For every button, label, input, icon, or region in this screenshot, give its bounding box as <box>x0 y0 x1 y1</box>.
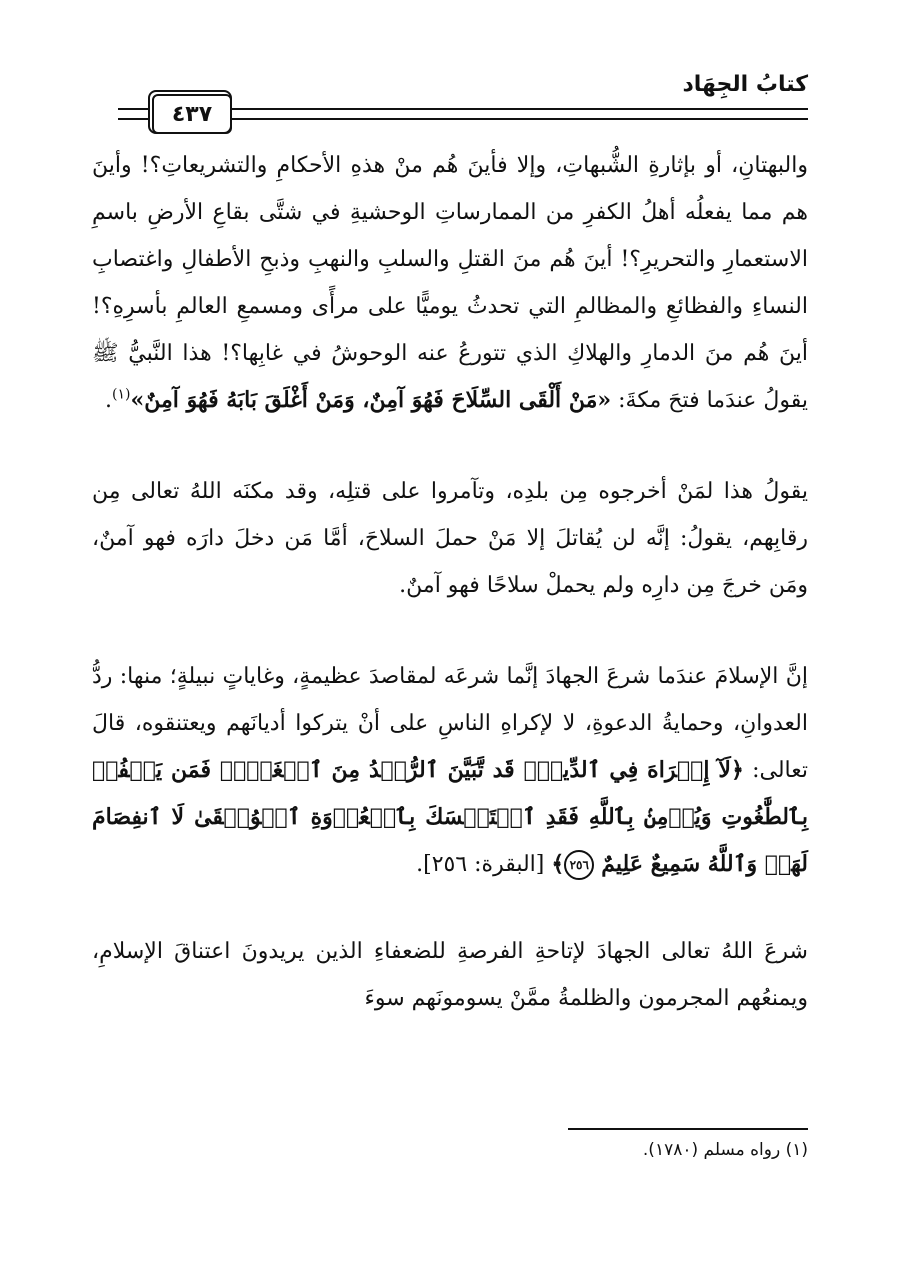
hadith-quote: «مَنْ أَلْقَى السِّلَاحَ فَهُوَ آمِنٌ، وَمَنْ أَغْلَقَ بَابَهُ فَهُوَ آمِنٌ» <box>130 387 612 413</box>
quran-verse: ﴿لَآ إِكۡرَاهَ فِي ٱلدِّينِۖ قَد تَّبَيَّنَ ٱلرُّشۡدُ مِنَ ٱلۡغَيِّۚ فَمَن يَكۡفُرۡ بِٱلطَّٰغُوتِ وَيُؤۡمِنۢ بِٱللَّهِ فَقَدِ ٱسۡتَمۡسَكَ بِٱلۡعُرۡوَةِ ٱلۡوُثۡقَىٰ لَا ٱنفِصَامَ لَهَاۗ وَٱللَّهُ سَمِيعٌ عَلِيمٌ <box>92 757 808 877</box>
body-text <box>92 142 808 1022</box>
ayah-number-marker: ٢٥٦ <box>564 850 594 880</box>
verse-citation: [البقرة: ٢٥٦]. <box>416 852 545 877</box>
paragraph-1 <box>92 142 808 424</box>
page-number-frame <box>148 90 232 134</box>
paragraph-1-end: . <box>105 388 113 413</box>
book-title: كتابُ الجِهَاد <box>682 72 808 97</box>
paragraph-2: يقولُ هذا لمَنْ أخرجوه مِن بلدِه، وتآمروا على قتلِه، وقد مكنَه اللهُ تعالى مِن رقابِهم، يقولُ: إنَّه لن يُقاتلَ إلا مَنْ حملَ السلاحَ، أمَّا مَن دخلَ دارَه فهو آمنٌ، ومَن خرجَ مِن دارِه ولم يحملْ سلاحًا فهو آمنٌ. <box>92 479 808 598</box>
page-number: ٤٣٧ <box>152 94 232 134</box>
paragraph-1-text: والبهتانِ، أو بإثارةِ الشُّبهاتِ، وإلا فأينَ هُم منْ هذهِ الأحكامِ والتشريعاتِ؟! وأينَ هم مما يفعلُه أهلُ الكفرِ من الممارساتِ الوحشيةِ في شتَّى بقاعِ الأرضِ باسمِ الاستعمارِ والتحريرِ؟! أينَ هُم منَ القتلِ والسلبِ والنهبِ وذبحِ الأطفالِ واغتصابِ النساءِ والفظائعِ والمظالمِ التي تحدثُ يوميًّا على مرأًى ومسمعِ العالمِ بأسرِهِ؟! أينَ هُم منَ الدمارِ والهلاكِ الذي تتورعُ عنه الوحوشُ في غابِها؟! هذا النَّبيُّ ﷺ يقولُ عندَما فتحَ مكةَ: <box>92 153 808 413</box>
verse-close-bracket: ﴾ <box>551 851 565 877</box>
footnote: (١) رواه مسلم (١٧٨٠). <box>642 1140 808 1160</box>
paragraph-3 <box>92 653 808 888</box>
footnote-reference[interactable]: (١) <box>112 386 131 403</box>
paragraph-4: شرعَ اللهُ تعالى الجهادَ لإتاحةِ الفرصةِ للضعفاءِ الذين يريدونَ اعتناقَ الإسلامِ، ويمنعُهم المجرمون والظلمةُ ممَّنْ يسومونَهم سوءَ <box>92 939 808 1011</box>
footnote-rule <box>568 1128 808 1130</box>
paragraph-3-text: إنَّ الإسلامَ عندَما شرعَ الجهادَ إنَّما شرعَه لمقاصدَ عظيمةٍ، وغاياتٍ نبيلةٍ؛ منها: ردُّ العدوانِ، وحمايةُ الدعوةِ، لا لإكراهِ الناسِ على أنْ يتركوا أديانَهم ويعتنقوه، قالَ تعالى: <box>92 664 808 783</box>
